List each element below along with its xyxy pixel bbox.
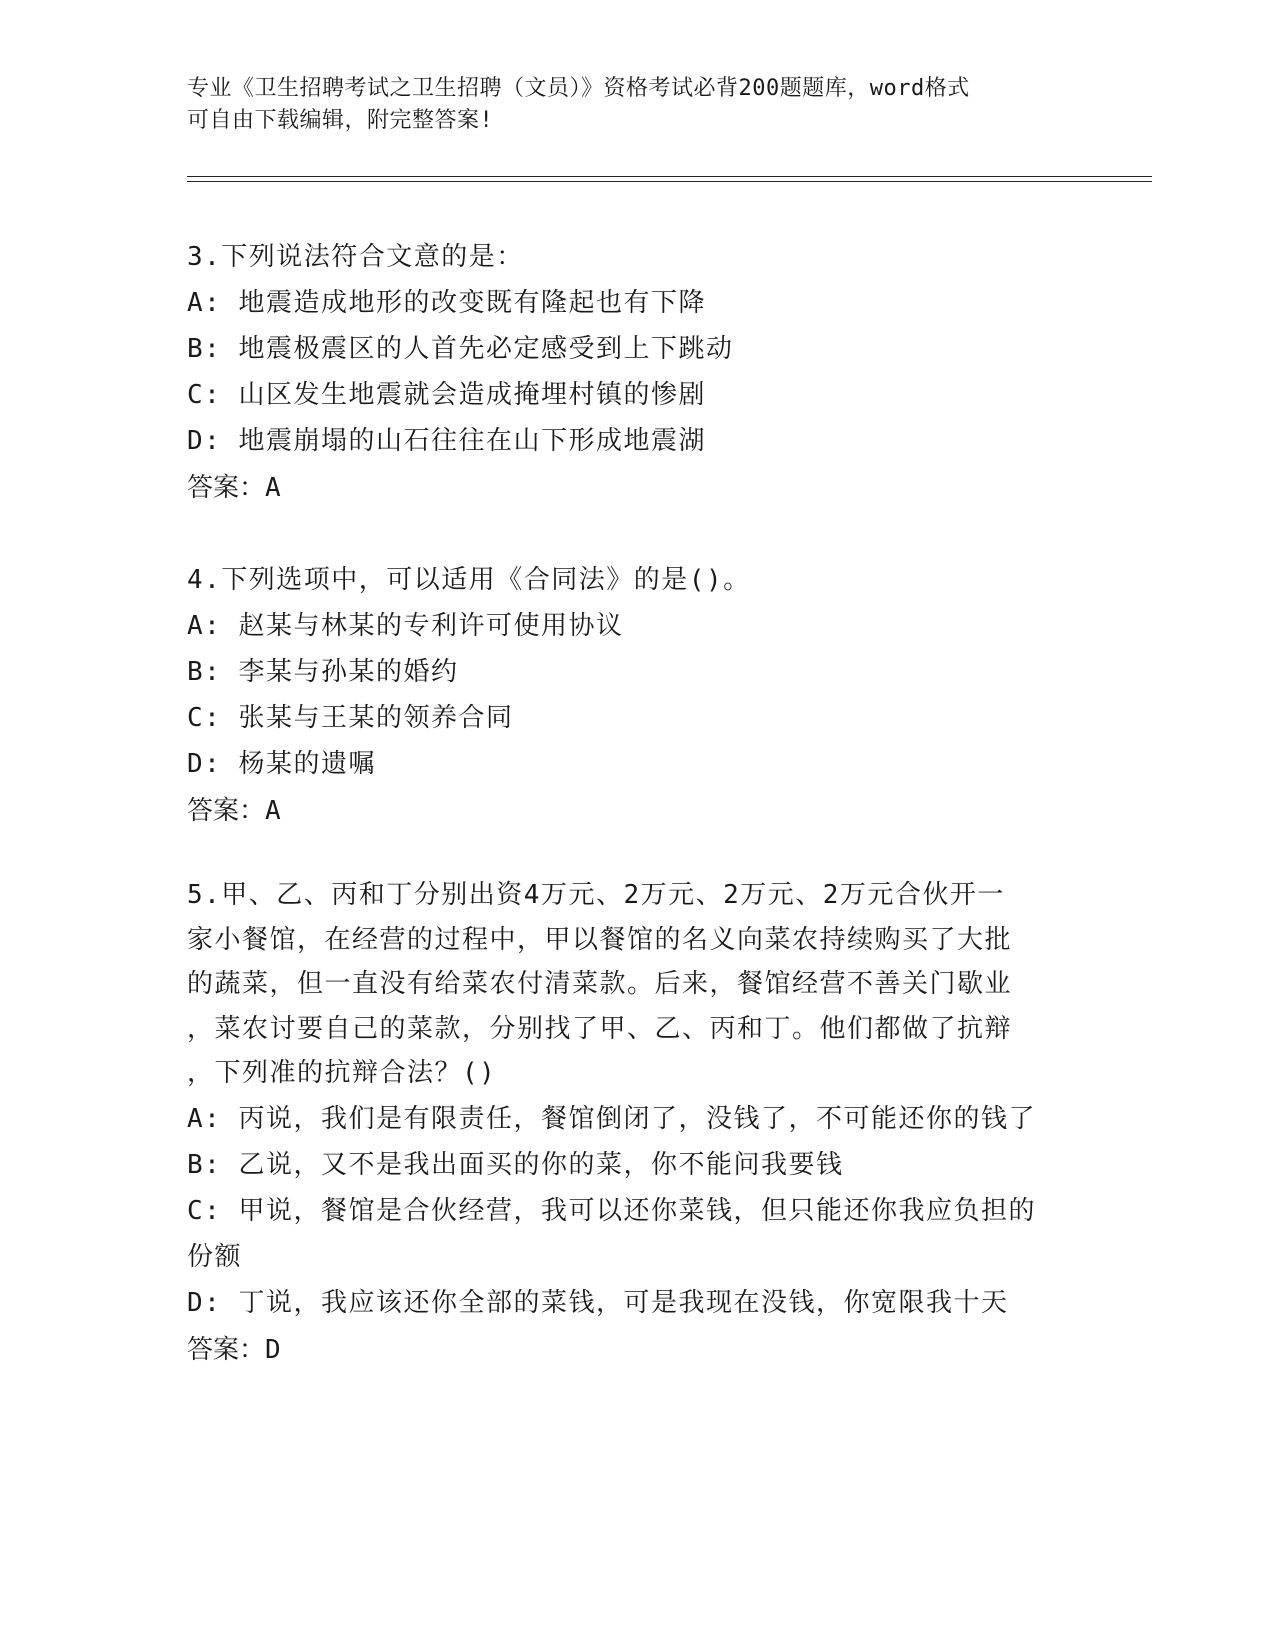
question-stem-line-1: 5.甲、乙、丙和丁分别出资4万元、2万元、2万元、2万元合伙开一 <box>187 880 1005 910</box>
option-d: D: 地震崩塌的山石往往在山下形成地震湖 <box>187 426 706 456</box>
option-a: A: 地震造成地形的改变既有隆起也有下降 <box>187 288 706 318</box>
header-line-2: 可自由下载编辑，附完整答案! <box>187 108 494 133</box>
option-c: C: 甲说，餐馆是合伙经营，我可以还你菜钱，但只能还你我应负担的 <box>187 1195 1036 1226</box>
question-3 <box>187 234 1087 511</box>
question-stem-line-2: 家小餐馆，在经营的过程中，甲以餐馆的名义向菜农持续购买了大批 <box>187 924 1013 955</box>
question-5 <box>187 873 1087 1373</box>
question-stem-line-3: 的蔬菜，但一直没有给菜农付清菜款。后来，餐馆经营不善关门歇业 <box>187 969 1013 999</box>
question-4 <box>187 557 1087 834</box>
answer-value: D <box>265 1334 281 1365</box>
answer-label: 答案： <box>187 795 266 825</box>
answer-value: A <box>265 473 281 503</box>
question-stem: 4.下列选项中，可以适用《合同法》的是()。 <box>187 565 751 595</box>
question-stem: 3.下列说法符合文意的是： <box>187 242 524 272</box>
answer-label: 答案： <box>187 1333 266 1364</box>
answer <box>187 787 1087 834</box>
option-d: D: 杨某的遗嘱 <box>187 749 376 779</box>
option-c-continued: 份额 <box>187 1241 243 1272</box>
option-b: B: 李某与孙某的婚约 <box>187 657 459 687</box>
option-c: C: 山区发生地震就会造成掩埋村镇的惨剧 <box>187 380 706 410</box>
question-stem-line-5: ，下列准的抗辩合法？() <box>187 1058 497 1088</box>
answer <box>187 464 1087 511</box>
header-divider-top <box>187 176 1152 177</box>
option-b: B: 乙说，又不是我出面买的你的菜，你不能问我要钱 <box>187 1149 844 1180</box>
answer <box>187 1326 1087 1373</box>
answer-value: A <box>265 796 281 826</box>
document-header <box>187 73 1087 137</box>
option-c: C: 张某与王某的领养合同 <box>187 703 514 733</box>
option-a: A: 丙说，我们是有限责任，餐馆倒闭了，没钱了，不可能还你的钱了 <box>187 1103 1036 1134</box>
option-b: B: 地震极震区的人首先必定感受到上下跳动 <box>187 334 734 364</box>
answer-label: 答案： <box>187 472 266 502</box>
question-stem-line-4: ，菜农讨要自己的菜款，分别找了甲、乙、丙和丁。他们都做了抗辩 <box>187 1013 1013 1044</box>
option-d: D: 丁说，我应该还你全部的菜钱，可是我现在没钱，你宽限我十天 <box>187 1287 1009 1318</box>
header-line-1: 专业《卫生招聘考试之卫生招聘（文员）》资格考试必背200题题库，word格式 <box>187 76 970 101</box>
option-a: A: 赵某与林某的专利许可使用协议 <box>187 611 624 641</box>
header-divider-bottom <box>187 181 1152 182</box>
